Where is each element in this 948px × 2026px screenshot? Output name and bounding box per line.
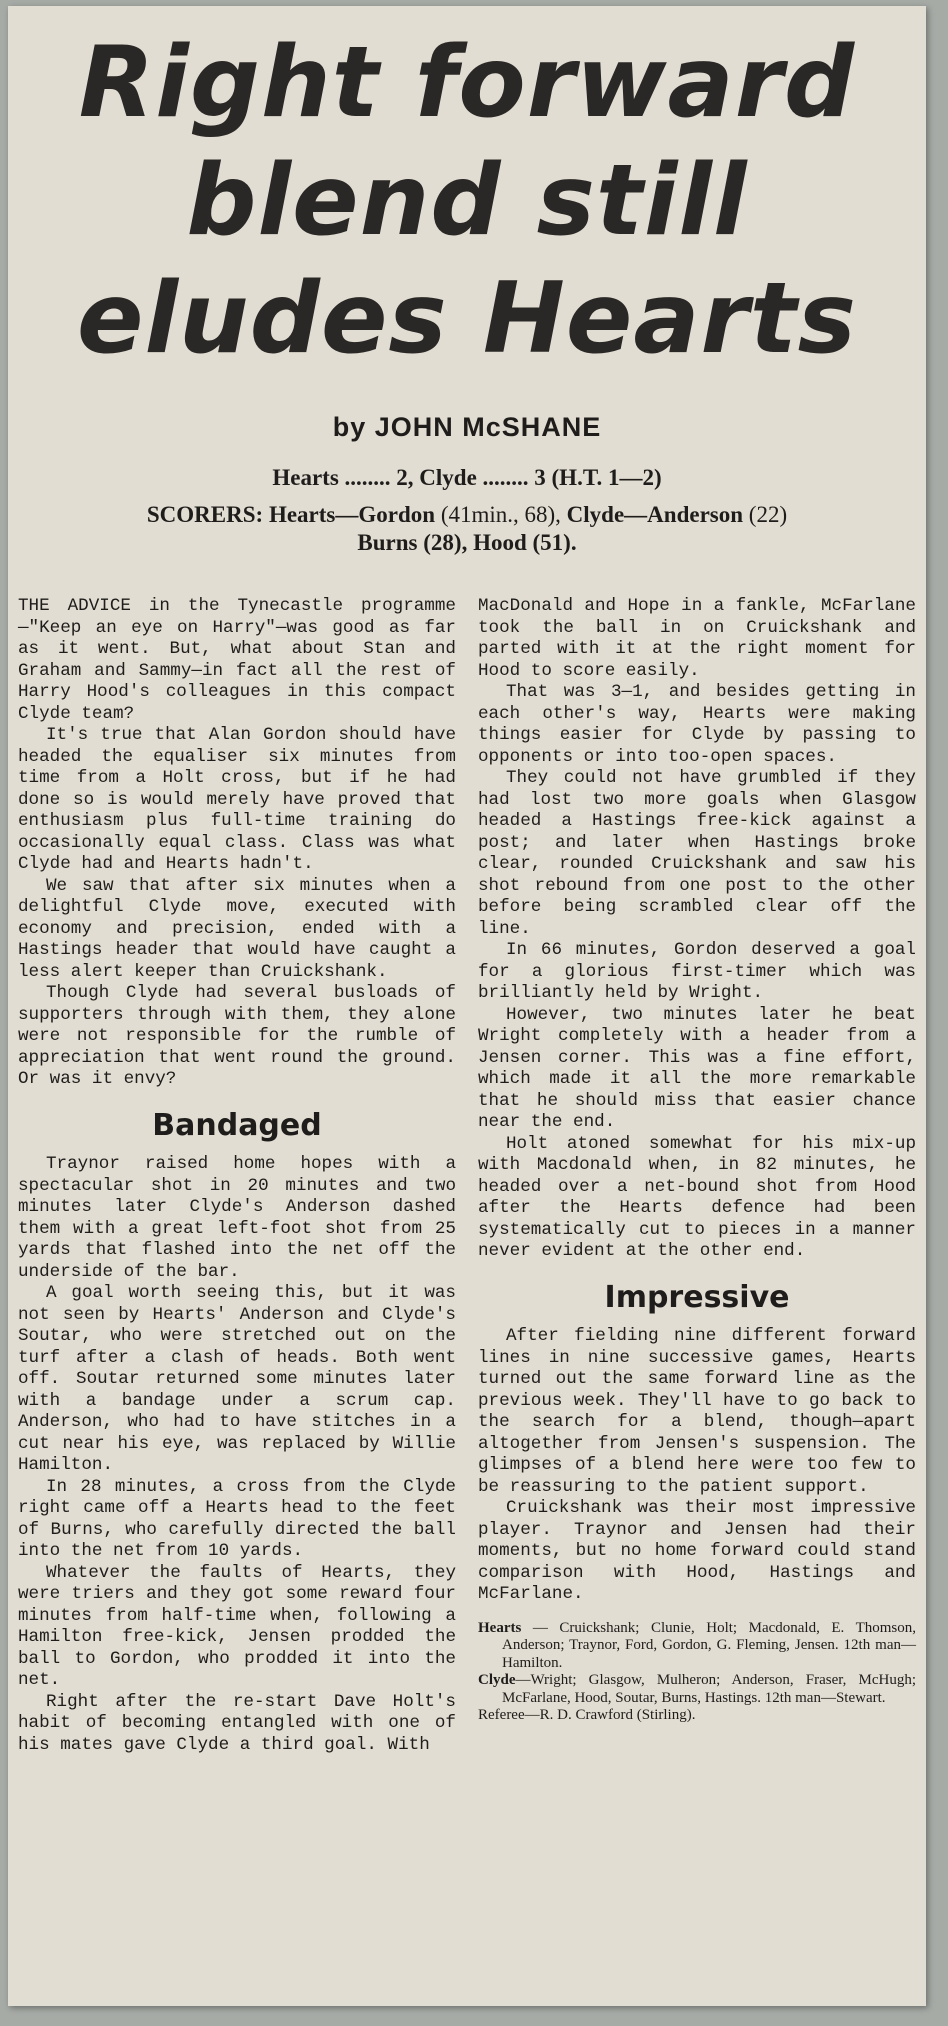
team-lineups [478, 1620, 916, 1725]
clyde-lineup [478, 1672, 916, 1707]
clyde-label: Clyde [478, 1672, 516, 1688]
hearts-label: Hearts [478, 1619, 522, 1636]
referee: Referee—R. D. Crawford (Stirling). [478, 1707, 696, 1723]
paragraph: They could not have grumbled if they had lost two more goals when Glasgow headed a Hastings free-kick against a post; and later when Hastings broke clear, rounded Cruickshank and saw his shot rebound from one post to the other before being scrambled clear off the line. [478, 768, 916, 939]
scorers-clyde-detail: (22) [748, 502, 788, 527]
intro-lead: THE ADVICE [18, 596, 131, 616]
subhead-impressive: Impressive [604, 1279, 790, 1315]
paragraph: It's true that Alan Gordon should have headed the equaliser six minutes from time from a Holt cross, but if he had done so is would merely have proved that enthusiasm plus full-time training do occasionally equal class. Class was what Clyde had and Hearts hadn't. [18, 725, 456, 874]
intro-text: in the Tynecastle programme—"Keep an eye on Harry"—was good as far as it went. But, what about Stan and Graham and Sammy—in fact all the rest of Harry Hood's colleagues in this compact Clyde team? [18, 596, 456, 724]
paragraph: Whatever the faults of Hearts, they were triers and they got some reward four minutes from half-time when, following a Hamilton free-kick, Jensen prodded the ball to Gordon, who prodded it into the net. [18, 1562, 456, 1690]
scorers-clyde: Clyde—Anderson [566, 502, 744, 527]
subhead-bandaged: Bandaged [152, 1107, 322, 1143]
paragraph: That was 3—1, and besides getting in each other's way, Hearts were making things easier for Clyde by passing to opponents or into too-open spaces. [478, 682, 916, 767]
scoreline: Hearts ........ 2, Clyde ........ 3 (H.T. 1—2) [272, 465, 662, 490]
left-column [8, 596, 466, 2006]
headline-line-1: Right forward [78, 26, 856, 140]
paragraph: In 28 minutes, a cross from the Clyde right came off a Hearts head to the feet of Burns, who carefully directed the ball into the net from 10 yards. [18, 1476, 456, 1561]
headline-line-2: blend still [186, 144, 748, 258]
paragraph: However, two minutes later he beat Wright completely with a header from a Jensen corner. This was a fine effort, which made it all the more remarkable that he should miss that easier chance near the end. [478, 1004, 916, 1132]
paragraph: We saw that after six minutes when a delightful Clyde move, executed with economy and precision, ended with a Hastings header that would have caught a less alert keeper than Cruickshank. [18, 875, 456, 982]
headline [8, 6, 926, 378]
paragraph [18, 596, 456, 725]
hearts-lineup [478, 1620, 916, 1673]
paragraph: Holt atoned somewhat for his mix-up with Macdonald when, in 82 minutes, he headed over a net-bound shot from Hood after the Hearts defence had been systematically cut to pieces in a manner never evident at the other end. [478, 1133, 916, 1261]
clyde-players: —Wright; Glasgow, Mulheron; Anderson, Fraser, McHugh; McFarlane, Hood, Soutar, Burns, Hastings. 12th man—Stewart. [502, 1672, 916, 1706]
scorers-label: SCORERS: [146, 502, 264, 527]
paragraph: MacDonald and Hope in a fankle, McFarlane took the ball in on Cruickshank and parted with it at the right moment for Hood to score easily. [478, 596, 916, 681]
headline-line-3: eludes Hearts [76, 262, 857, 376]
scorers-hearts-detail: (41min., 68), [440, 502, 561, 527]
paragraph: Traynor raised home hopes with a spectacular shot in 20 minutes and two minutes later Clyde's Anderson dashed them with a great left-foot shot from 25 yards that flashed into the net off the underside of the bar. [18, 1154, 456, 1282]
scorers-hearts: Hearts—Gordon [268, 502, 436, 527]
paragraph: After fielding nine different forward lines in nine successive games, Hearts turned out the same forward line as the previous week. They'll have to go back to the search for a blend, though—apart altogether from Jensen's suspension. The glimpses of a blend here were too few to be reassuring to the patient support. [478, 1326, 916, 1497]
hearts-players: — Cruickshank; Clunie, Holt; Macdonald, E. Thomson, Anderson; Traynor, Ford, Gordon, G. Fleming, Jensen. 12th man—Hamilton. [502, 1619, 917, 1671]
right-column [466, 596, 926, 2006]
paragraph: Right after the re-start Dave Holt's habit of becoming entangled with one of his mates gave Clyde a third goal. With [18, 1691, 456, 1755]
paragraph: Cruickshank was their most impressive player. Traynor and Jensen had their moments, but no home forward could stand comparison with Hood, Hastings and McFarlane. [478, 1498, 916, 1604]
paragraph: Though Clyde had several busloads of supporters through with them, they alone were not responsible for the rumble of appreciation that went round the ground. Or was it envy? [18, 983, 456, 1089]
paragraph: In 66 minutes, Gordon deserved a goal for a glorious first-timer which was brilliantly held by Wright. [478, 940, 916, 1003]
newspaper-clipping [8, 6, 926, 2006]
scorers-line-2: Burns (28), Hood (51). [357, 530, 577, 555]
paragraph: A goal worth seeing this, but it was not seen by Hearts' Anderson and Clyde's Soutar, who were stretched out on the turf after a clash of heads. Both went off. Soutar returned some minutes later with a bandage under a scrum cap. Anderson, who had to have stitches in a cut near his eye, was replaced by Willie Hamilton. [18, 1283, 456, 1475]
scorers [26, 501, 908, 557]
byline: by JOHN McSHANE [332, 412, 602, 442]
article-body [8, 596, 926, 2006]
